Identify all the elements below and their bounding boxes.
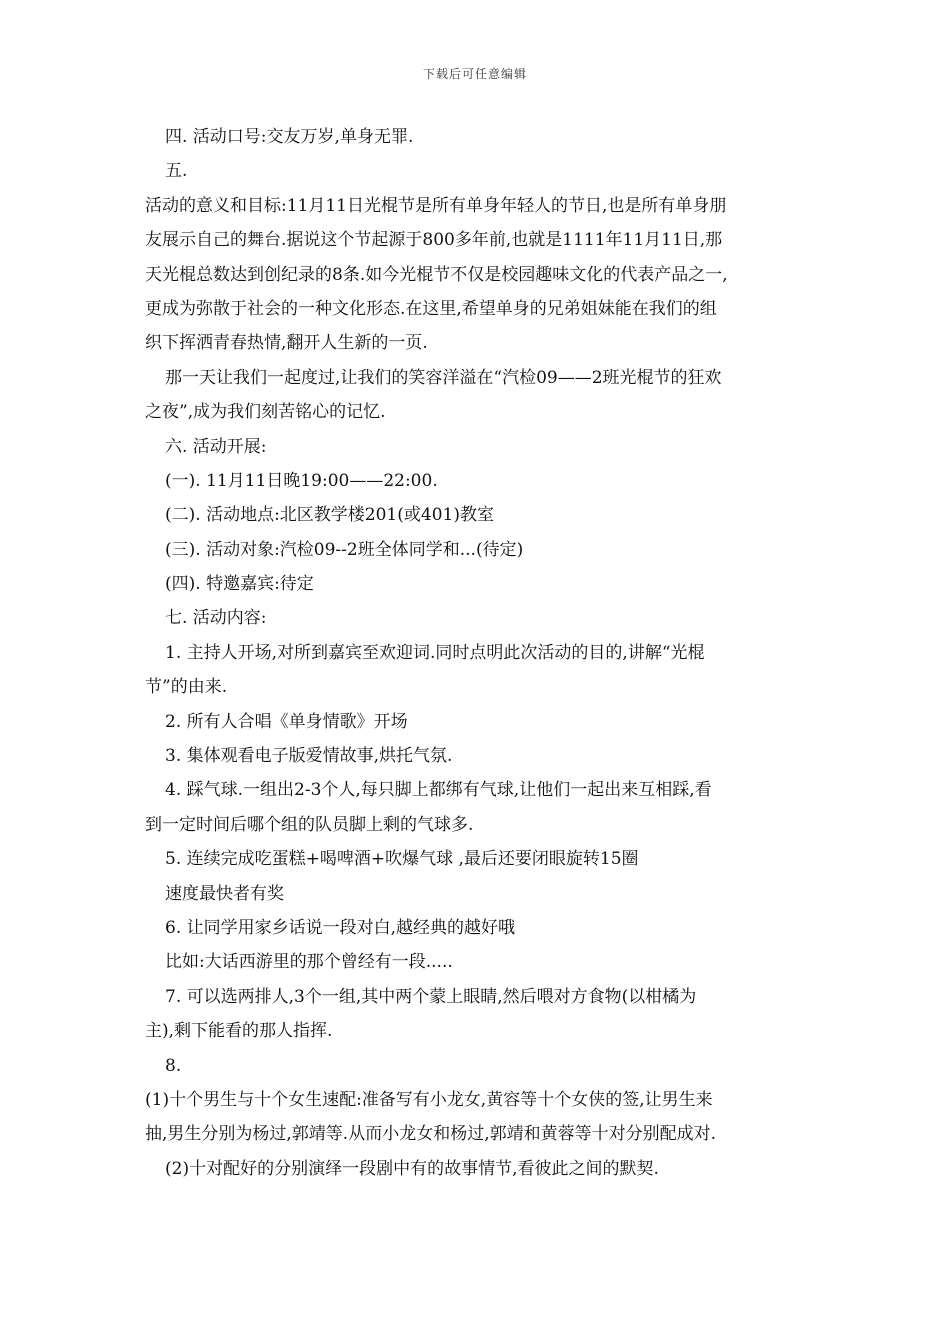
- text-line: 6. 让同学用家乡话说一段对白,越经典的越好哦: [165, 917, 516, 938]
- text-line: 那一天让我们一起度过,让我们的笑容洋溢在“汽检09——2班光棍节的狂欢: [165, 367, 722, 388]
- text-line: 五.: [165, 161, 188, 182]
- text-line: 天光棍总数达到创纪录的8条.如今光棍节不仅是校园趣味文化的代表产品之一,: [145, 264, 728, 285]
- text-line: 节”的由来.: [145, 677, 228, 698]
- text-line: 之夜”,成为我们刻苦铭心的记忆.: [145, 402, 386, 423]
- text-line: 5. 连续完成吃蛋糕+喝啤酒+吹爆气球 ,最后还要闭眼旋转15圈: [165, 849, 639, 870]
- text-line: (2)十对配好的分别演绎一段剧中有的故事情节,看彼此之间的默契.: [165, 1158, 659, 1179]
- text-line: 速度最快者有奖: [165, 883, 284, 904]
- text-line: 更成为弥散于社会的一种文化形态.在这里,希望单身的兄弟姐妹能在我们的组: [145, 298, 717, 319]
- text-line: 1. 主持人开场,对所到嘉宾至欢迎词.同时点明此次活动的目的,讲解“光棍: [165, 642, 705, 663]
- text-line: 六. 活动开展:: [165, 436, 267, 457]
- document-body: [145, 120, 810, 1186]
- text-line: 四. 活动口号:交友万岁,单身无罪.: [165, 127, 414, 147]
- text-line: 2. 所有人合唱《单身情歌》开场: [165, 711, 408, 732]
- text-line: 抽,男生分别为杨过,郭靖等.从而小龙女和杨过,郭靖和黄蓉等十对分别配成对.: [145, 1124, 717, 1145]
- text-line: (四). 特邀嘉宾:待定: [165, 574, 314, 595]
- page-header: 下载后可任意编辑: [422, 67, 527, 81]
- text-line: 3. 集体观看电子版爱情故事,烘托气氛.: [165, 746, 453, 767]
- text-line: (1)十个男生与十个女生速配:准备写有小龙女,黄容等十个女侠的签,让男生来: [145, 1089, 713, 1110]
- text-line: 七. 活动内容:: [165, 608, 267, 629]
- text-line: 4. 踩气球.一组出2-3个人,每只脚上都绑有气球,让他们一起出来互相踩,看: [165, 780, 712, 801]
- text-line: (二). 活动地点:北区教学楼201(或401)教室: [165, 505, 494, 526]
- text-line: 8.: [165, 1055, 182, 1076]
- text-line: 活动的意义和目标:11月11日光棍节是所有单身年轻人的节日,也是所有单身朋: [145, 195, 727, 216]
- text-line: 友展示自己的舞台.据说这个节起源于800多年前,也就是1111年11月11日,那: [145, 230, 723, 251]
- text-line: 主),剩下能看的那人指挥.: [145, 1021, 333, 1042]
- text-line: 到一定时间后哪个组的队员脚上剩的气球多.: [145, 814, 474, 835]
- text-line: (三). 活动对象:汽检09--2班全体同学和...(待定): [165, 539, 524, 560]
- text-line: 7. 可以选两排人,3个一组,其中两个蒙上眼睛,然后喂对方食物(以柑橘为: [165, 986, 697, 1007]
- text-line: (一). 11月11日晚19:00——22:00.: [165, 470, 438, 491]
- text-line: 织下挥洒青春热情,翻开人生新的一页.: [145, 333, 428, 354]
- text-line: 比如:大话西游里的那个曾经有一段.....: [165, 952, 453, 973]
